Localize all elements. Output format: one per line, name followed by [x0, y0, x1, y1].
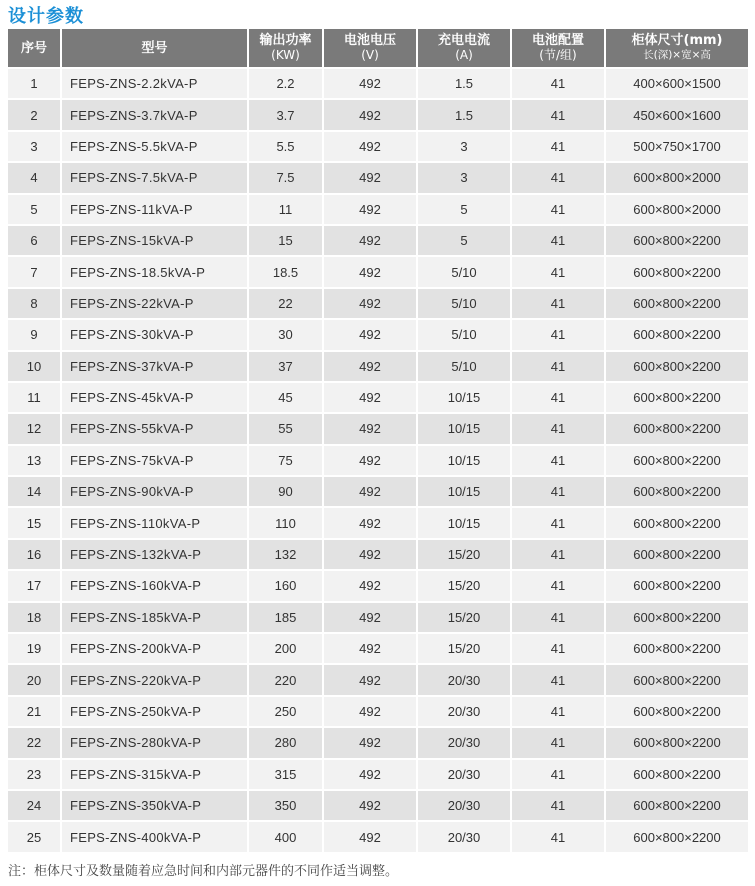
size-cell: 600×800×2200	[606, 569, 748, 600]
model-cell: FEPS-ZNS-400kVA-P	[62, 820, 249, 851]
size-cell: 600×800×2200	[606, 224, 748, 255]
model-cell: FEPS-ZNS-11kVA-P	[62, 193, 249, 224]
model-cell: FEPS-ZNS-5.5kVA-P	[62, 130, 249, 161]
table-row	[8, 255, 748, 286]
spec-table	[8, 29, 748, 852]
voltage-cell: 492	[324, 444, 418, 475]
power-cell: 45	[249, 381, 324, 412]
size-cell: 600×800×2000	[606, 161, 748, 192]
current-cell: 1.5	[418, 98, 512, 129]
size-cell: 600×800×2200	[606, 444, 748, 475]
power-cell: 200	[249, 632, 324, 663]
current-cell: 10/15	[418, 381, 512, 412]
header-label: 电池配置	[531, 33, 584, 48]
header-col-power	[249, 29, 324, 67]
row-number: 14	[8, 475, 62, 506]
current-cell: 20/30	[418, 820, 512, 851]
model-cell: FEPS-ZNS-18.5kVA-P	[62, 255, 249, 286]
battery-cell: 41	[512, 506, 606, 537]
table-row	[8, 98, 748, 129]
battery-cell: 41	[512, 193, 606, 224]
table-row	[8, 193, 748, 224]
power-cell: 15	[249, 224, 324, 255]
row-number: 6	[8, 224, 62, 255]
row-number: 16	[8, 538, 62, 569]
battery-cell: 41	[512, 789, 606, 820]
voltage-cell: 492	[324, 161, 418, 192]
table-row	[8, 381, 748, 412]
voltage-cell: 492	[324, 538, 418, 569]
model-cell: FEPS-ZNS-200kVA-P	[62, 632, 249, 663]
table-row	[8, 287, 748, 318]
size-cell: 600×800×2200	[606, 381, 748, 412]
row-number: 17	[8, 569, 62, 600]
battery-cell: 41	[512, 758, 606, 789]
row-number: 5	[8, 193, 62, 224]
size-cell: 600×800×2200	[606, 726, 748, 757]
current-cell: 15/20	[418, 569, 512, 600]
header-col-model	[62, 29, 249, 67]
voltage-cell: 492	[324, 695, 418, 726]
row-number: 21	[8, 695, 62, 726]
size-cell: 600×800×2000	[606, 193, 748, 224]
current-cell: 15/20	[418, 632, 512, 663]
header-unit: (A)	[455, 48, 473, 62]
battery-cell: 41	[512, 318, 606, 349]
header-label: 柜体尺寸(mm)	[631, 33, 723, 48]
battery-cell: 41	[512, 601, 606, 632]
table-row	[8, 663, 748, 694]
power-cell: 30	[249, 318, 324, 349]
table-header-row	[8, 29, 748, 67]
voltage-cell: 492	[324, 350, 418, 381]
header-label: 序号	[20, 40, 47, 56]
model-cell: FEPS-ZNS-280kVA-P	[62, 726, 249, 757]
size-cell: 600×800×2200	[606, 412, 748, 443]
header-label: 型号	[141, 40, 168, 56]
table-row	[8, 726, 748, 757]
model-cell: FEPS-ZNS-90kVA-P	[62, 475, 249, 506]
table-row	[8, 695, 748, 726]
power-cell: 132	[249, 538, 324, 569]
page-title: 设计参数	[8, 6, 84, 27]
header-col-size	[606, 29, 748, 67]
battery-cell: 41	[512, 663, 606, 694]
power-cell: 37	[249, 350, 324, 381]
battery-cell: 41	[512, 224, 606, 255]
table-row	[8, 538, 748, 569]
table-row	[8, 224, 748, 255]
power-cell: 5.5	[249, 130, 324, 161]
header-label: 充电电流	[437, 33, 490, 48]
power-cell: 7.5	[249, 161, 324, 192]
voltage-cell: 492	[324, 98, 418, 129]
header-label: 输出功率	[259, 33, 312, 48]
model-cell: FEPS-ZNS-185kVA-P	[62, 601, 249, 632]
voltage-cell: 492	[324, 287, 418, 318]
current-cell: 10/15	[418, 506, 512, 537]
table-row	[8, 350, 748, 381]
model-cell: FEPS-ZNS-220kVA-P	[62, 663, 249, 694]
table-row	[8, 820, 748, 851]
row-number: 10	[8, 350, 62, 381]
power-cell: 160	[249, 569, 324, 600]
row-number: 20	[8, 663, 62, 694]
table-row	[8, 444, 748, 475]
power-cell: 90	[249, 475, 324, 506]
voltage-cell: 492	[324, 412, 418, 443]
power-cell: 75	[249, 444, 324, 475]
model-cell: FEPS-ZNS-55kVA-P	[62, 412, 249, 443]
model-cell: FEPS-ZNS-37kVA-P	[62, 350, 249, 381]
voltage-cell: 492	[324, 381, 418, 412]
battery-cell: 41	[512, 381, 606, 412]
voltage-cell: 492	[324, 475, 418, 506]
model-cell: FEPS-ZNS-75kVA-P	[62, 444, 249, 475]
model-cell: FEPS-ZNS-110kVA-P	[62, 506, 249, 537]
power-cell: 22	[249, 287, 324, 318]
battery-cell: 41	[512, 130, 606, 161]
current-cell: 20/30	[418, 758, 512, 789]
row-number: 8	[8, 287, 62, 318]
voltage-cell: 492	[324, 224, 418, 255]
power-cell: 185	[249, 601, 324, 632]
size-cell: 600×800×2200	[606, 695, 748, 726]
table-row	[8, 506, 748, 537]
header-label: 电池电压	[343, 33, 396, 48]
size-cell: 500×750×1700	[606, 130, 748, 161]
row-number: 11	[8, 381, 62, 412]
size-cell: 400×600×1500	[606, 67, 748, 98]
battery-cell: 41	[512, 820, 606, 851]
model-cell: FEPS-ZNS-7.5kVA-P	[62, 161, 249, 192]
voltage-cell: 492	[324, 506, 418, 537]
model-cell: FEPS-ZNS-15kVA-P	[62, 224, 249, 255]
size-cell: 600×800×2200	[606, 789, 748, 820]
battery-cell: 41	[512, 444, 606, 475]
battery-cell: 41	[512, 569, 606, 600]
power-cell: 2.2	[249, 67, 324, 98]
battery-cell: 41	[512, 695, 606, 726]
header-unit: (节/组)	[539, 48, 577, 62]
size-cell: 600×800×2200	[606, 287, 748, 318]
model-cell: FEPS-ZNS-2.2kVA-P	[62, 67, 249, 98]
size-cell: 600×800×2200	[606, 255, 748, 286]
voltage-cell: 492	[324, 569, 418, 600]
table-row	[8, 789, 748, 820]
battery-cell: 41	[512, 255, 606, 286]
battery-cell: 41	[512, 726, 606, 757]
header-unit: (KW)	[271, 48, 300, 62]
power-cell: 315	[249, 758, 324, 789]
model-cell: FEPS-ZNS-315kVA-P	[62, 758, 249, 789]
size-cell: 600×800×2200	[606, 350, 748, 381]
model-cell: FEPS-ZNS-30kVA-P	[62, 318, 249, 349]
voltage-cell: 492	[324, 601, 418, 632]
model-cell: FEPS-ZNS-3.7kVA-P	[62, 98, 249, 129]
row-number: 3	[8, 130, 62, 161]
header-col-battery	[512, 29, 606, 67]
row-number: 18	[8, 601, 62, 632]
battery-cell: 41	[512, 161, 606, 192]
power-cell: 220	[249, 663, 324, 694]
current-cell: 10/15	[418, 475, 512, 506]
current-cell: 20/30	[418, 726, 512, 757]
table-row	[8, 161, 748, 192]
table-row	[8, 67, 748, 98]
power-cell: 55	[249, 412, 324, 443]
size-cell: 600×800×2200	[606, 506, 748, 537]
power-cell: 400	[249, 820, 324, 851]
row-number: 22	[8, 726, 62, 757]
voltage-cell: 492	[324, 663, 418, 694]
row-number: 2	[8, 98, 62, 129]
battery-cell: 41	[512, 538, 606, 569]
size-cell: 600×800×2200	[606, 475, 748, 506]
voltage-cell: 492	[324, 726, 418, 757]
header-col-voltage	[324, 29, 418, 67]
voltage-cell: 492	[324, 255, 418, 286]
model-cell: FEPS-ZNS-350kVA-P	[62, 789, 249, 820]
battery-cell: 41	[512, 287, 606, 318]
power-cell: 280	[249, 726, 324, 757]
row-number: 4	[8, 161, 62, 192]
power-cell: 3.7	[249, 98, 324, 129]
voltage-cell: 492	[324, 318, 418, 349]
current-cell: 5	[418, 193, 512, 224]
voltage-cell: 492	[324, 758, 418, 789]
battery-cell: 41	[512, 475, 606, 506]
size-cell: 600×800×2200	[606, 820, 748, 851]
size-cell: 600×800×2200	[606, 632, 748, 663]
row-number: 25	[8, 820, 62, 851]
table-row	[8, 130, 748, 161]
current-cell: 20/30	[418, 789, 512, 820]
model-cell: FEPS-ZNS-132kVA-P	[62, 538, 249, 569]
current-cell: 20/30	[418, 695, 512, 726]
power-cell: 250	[249, 695, 324, 726]
current-cell: 5	[418, 224, 512, 255]
current-cell: 3	[418, 161, 512, 192]
table-row	[8, 758, 748, 789]
row-number: 1	[8, 67, 62, 98]
voltage-cell: 492	[324, 820, 418, 851]
current-cell: 15/20	[418, 601, 512, 632]
battery-cell: 41	[512, 632, 606, 663]
model-cell: FEPS-ZNS-250kVA-P	[62, 695, 249, 726]
row-number: 19	[8, 632, 62, 663]
current-cell: 5/10	[418, 350, 512, 381]
model-cell: FEPS-ZNS-22kVA-P	[62, 287, 249, 318]
size-cell: 600×800×2200	[606, 601, 748, 632]
current-cell: 3	[418, 130, 512, 161]
current-cell: 1.5	[418, 67, 512, 98]
battery-cell: 41	[512, 412, 606, 443]
row-number: 23	[8, 758, 62, 789]
voltage-cell: 492	[324, 67, 418, 98]
header-unit: 长(深)×宽×高	[643, 49, 711, 61]
size-cell: 450×600×1600	[606, 98, 748, 129]
battery-cell: 41	[512, 67, 606, 98]
voltage-cell: 492	[324, 193, 418, 224]
table-row	[8, 318, 748, 349]
size-cell: 600×800×2200	[606, 538, 748, 569]
table-row	[8, 569, 748, 600]
header-unit: (V)	[361, 48, 379, 62]
table-row	[8, 632, 748, 663]
current-cell: 5/10	[418, 255, 512, 286]
table-row	[8, 475, 748, 506]
row-number: 15	[8, 506, 62, 537]
battery-cell: 41	[512, 350, 606, 381]
current-cell: 5/10	[418, 318, 512, 349]
table-body	[8, 67, 748, 852]
current-cell: 5/10	[418, 287, 512, 318]
table-row	[8, 601, 748, 632]
size-cell: 600×800×2200	[606, 318, 748, 349]
size-cell: 600×800×2200	[606, 663, 748, 694]
power-cell: 350	[249, 789, 324, 820]
row-number: 12	[8, 412, 62, 443]
voltage-cell: 492	[324, 130, 418, 161]
power-cell: 110	[249, 506, 324, 537]
power-cell: 11	[249, 193, 324, 224]
voltage-cell: 492	[324, 789, 418, 820]
battery-cell: 41	[512, 98, 606, 129]
header-col-current	[418, 29, 512, 67]
header-col-no	[8, 29, 62, 67]
row-number: 24	[8, 789, 62, 820]
row-number: 9	[8, 318, 62, 349]
current-cell: 15/20	[418, 538, 512, 569]
current-cell: 10/15	[418, 412, 512, 443]
row-number: 13	[8, 444, 62, 475]
model-cell: FEPS-ZNS-45kVA-P	[62, 381, 249, 412]
footnote: 注：柜体尺寸及数量随着应急时间和内部元器件的不同作适当调整。	[8, 864, 399, 879]
row-number: 7	[8, 255, 62, 286]
current-cell: 20/30	[418, 663, 512, 694]
power-cell: 18.5	[249, 255, 324, 286]
table-row	[8, 412, 748, 443]
voltage-cell: 492	[324, 632, 418, 663]
size-cell: 600×800×2200	[606, 758, 748, 789]
current-cell: 10/15	[418, 444, 512, 475]
model-cell: FEPS-ZNS-160kVA-P	[62, 569, 249, 600]
